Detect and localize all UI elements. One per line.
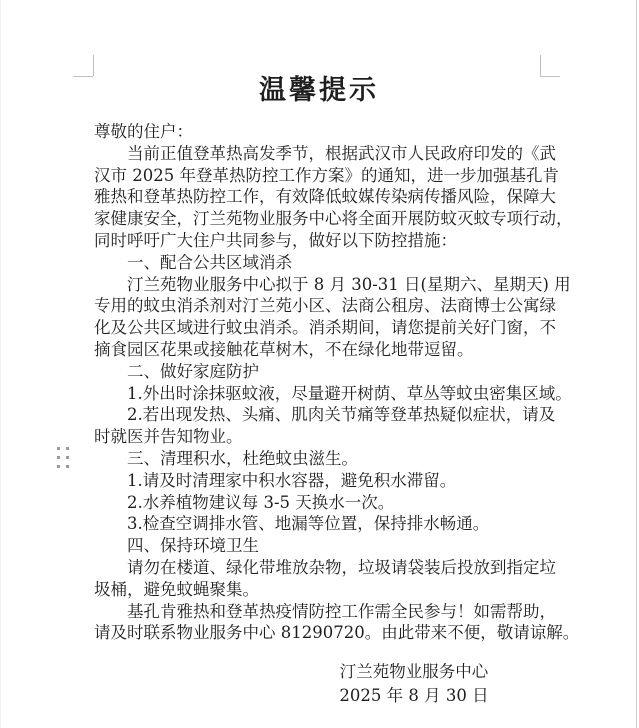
page-right-edge: [636, 0, 637, 728]
document-body: [94, 121, 580, 644]
signature-org: 汀兰苑物业服务中心: [339, 662, 489, 681]
document-line: 家健康安全，汀兰苑物业服务中心将全面开展防蚊灭蚊专项行动，: [94, 209, 573, 229]
document-line: 圾桶，避免蚊蝇聚集。: [94, 579, 259, 599]
document-line: 摘食园区花果或接触花草树木，不在绿化地带逗留。: [94, 339, 474, 359]
document-line: 3.检查空调排水管、地漏等位置，保持排水畅通。: [127, 514, 490, 534]
document-line: 专用的蚊虫消杀剂对汀兰苑小区、法商公租房、法商博士公寓绿: [94, 296, 556, 316]
document-line: 尊敬的住户：: [94, 122, 193, 141]
page-title: 温馨提示: [259, 75, 379, 106]
document-line: 请及时联系物业服务中心 81290720。由此带来不便，敬请谅解。: [94, 623, 580, 643]
document-line: 三、清理积水，杜绝蚊虫滋生。: [127, 448, 358, 468]
document-line: 四、保持环境卫生: [127, 536, 259, 556]
document-line: 时就医并告知物业。: [94, 427, 243, 447]
document-line: 2.若出现发热、头痛、肌肉关节痛等登革热疑似症状，请及: [127, 405, 556, 425]
document-line: 雅热和登革热防控工作，有效降低蚊媒传染病传播风险，保障大: [94, 187, 556, 207]
document-line: 1.请及时清理家中积水容器，避免积水滞留。: [127, 470, 457, 490]
document-line: 汉市 2025 年登革热防控工作方案》的通知，进一步加强基孔肯: [94, 165, 559, 185]
crop-mark-top-right-icon: [540, 55, 541, 76]
document-line: 1.外出时涂抹驱蚊液，尽量避开树荫、草丛等蚊虫密集区域。: [127, 383, 572, 403]
signature-block: [300, 660, 528, 707]
drag-handle-dots-icon[interactable]: [57, 447, 69, 468]
document-line: 化及公共区域进行蚊虫消杀。消杀期间，请您提前关好门窗，不: [94, 318, 556, 338]
document-line: 2.水养植物建议每 3-5 天换水一次。: [127, 492, 395, 512]
signature-date: 2025 年 8 月 30 日: [339, 685, 489, 705]
document-line: 二、做好家庭防护: [127, 361, 259, 381]
document-line: 同时呼吁广大住户共同参与，做好以下防控措施：: [94, 230, 457, 250]
crop-mark-top-left-icon: [93, 55, 94, 76]
document-line: 汀兰苑物业服务中心拟于 8 月 30-31 日(星期六、星期天) 用: [127, 274, 571, 294]
page-left-edge: [0, 0, 1, 728]
document-line: 当前正值登革热高发季节，根据武汉市人民政府印发的《武: [127, 143, 556, 163]
document-line: 基孔肯雅热和登革热疫情防控工作需全民参与！如需帮助，: [127, 601, 556, 621]
document-line: 请勿在楼道、绿化带堆放杂物，垃圾请袋装后投放到指定垃: [127, 557, 556, 577]
crop-mark-top-left-icon: [73, 76, 93, 77]
document-line: 一、配合公共区域消杀: [127, 252, 292, 272]
